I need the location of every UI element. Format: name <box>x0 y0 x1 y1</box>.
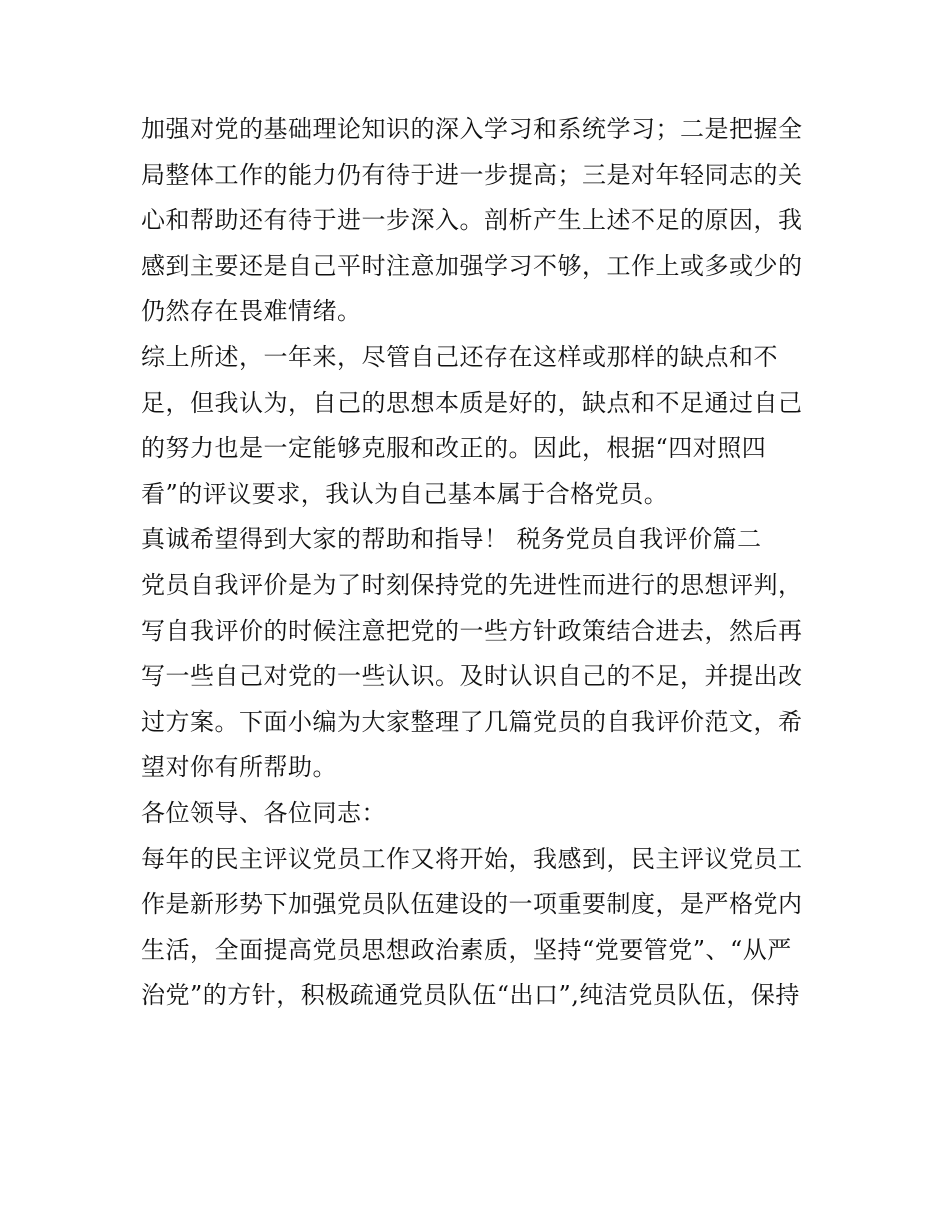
text-line: 望对你有所帮助。 <box>141 753 337 782</box>
text-line: 治党”的方针，积极疏通党员队伍“出口”,纯洁党员队伍，保持 <box>141 981 800 1010</box>
text-line: 各位领导、各位同志： <box>141 798 386 827</box>
text-line: 看”的评议要求，我认为自己基本属于合格党员。 <box>141 479 669 508</box>
text-line: 心和帮助还有待于进一步深入。剖析产生上述不足的原因，我 <box>141 206 803 235</box>
text-line: 写自我评价的时候注意把党的一些方针政策结合进去，然后再 <box>141 616 803 645</box>
text-line: 感到主要还是自己平时注意加强学习不够，工作上或多或少的 <box>141 251 803 280</box>
text-line: 过方案。下面小编为大家整理了几篇党员的自我评价范文，希 <box>141 707 803 736</box>
text-line: 局整体工作的能力仍有待于进一步提高；三是对年轻同志的关 <box>141 160 803 189</box>
text-line: 足，但我认为，自己的思想本质是好的，缺点和不足通过自己 <box>141 388 803 417</box>
text-line: 生活，全面提高党员思想政治素质，坚持“党要管党”、“从严 <box>141 935 792 964</box>
document-body <box>141 107 821 1019</box>
text-line: 仍然存在畏难情绪。 <box>141 297 362 326</box>
text-line: 加强对党的基础理论知识的深入学习和系统学习；二是把握全 <box>141 115 803 143</box>
text-line: 真诚希望得到大家的帮助和指导！ 税务党员自我评价篇二 <box>141 525 762 554</box>
text-line: 每年的民主评议党员工作又将开始，我感到，民主评议党员工 <box>141 844 803 873</box>
text-line: 的努力也是一定能够克服和改正的。因此，根据“四对照四 <box>141 434 767 463</box>
text-line: 党员自我评价是为了时刻保持党的先进性而进行的思想评判， <box>141 570 803 599</box>
text-line: 作是新形势下加强党员队伍建设的一项重要制度，是严格党内 <box>141 890 803 919</box>
text-line: 综上所述，一年来，尽管自己还存在这样或那样的缺点和不 <box>141 342 778 371</box>
text-line: 写一些自己对党的一些认识。及时认识自己的不足，并提出改 <box>141 662 803 691</box>
